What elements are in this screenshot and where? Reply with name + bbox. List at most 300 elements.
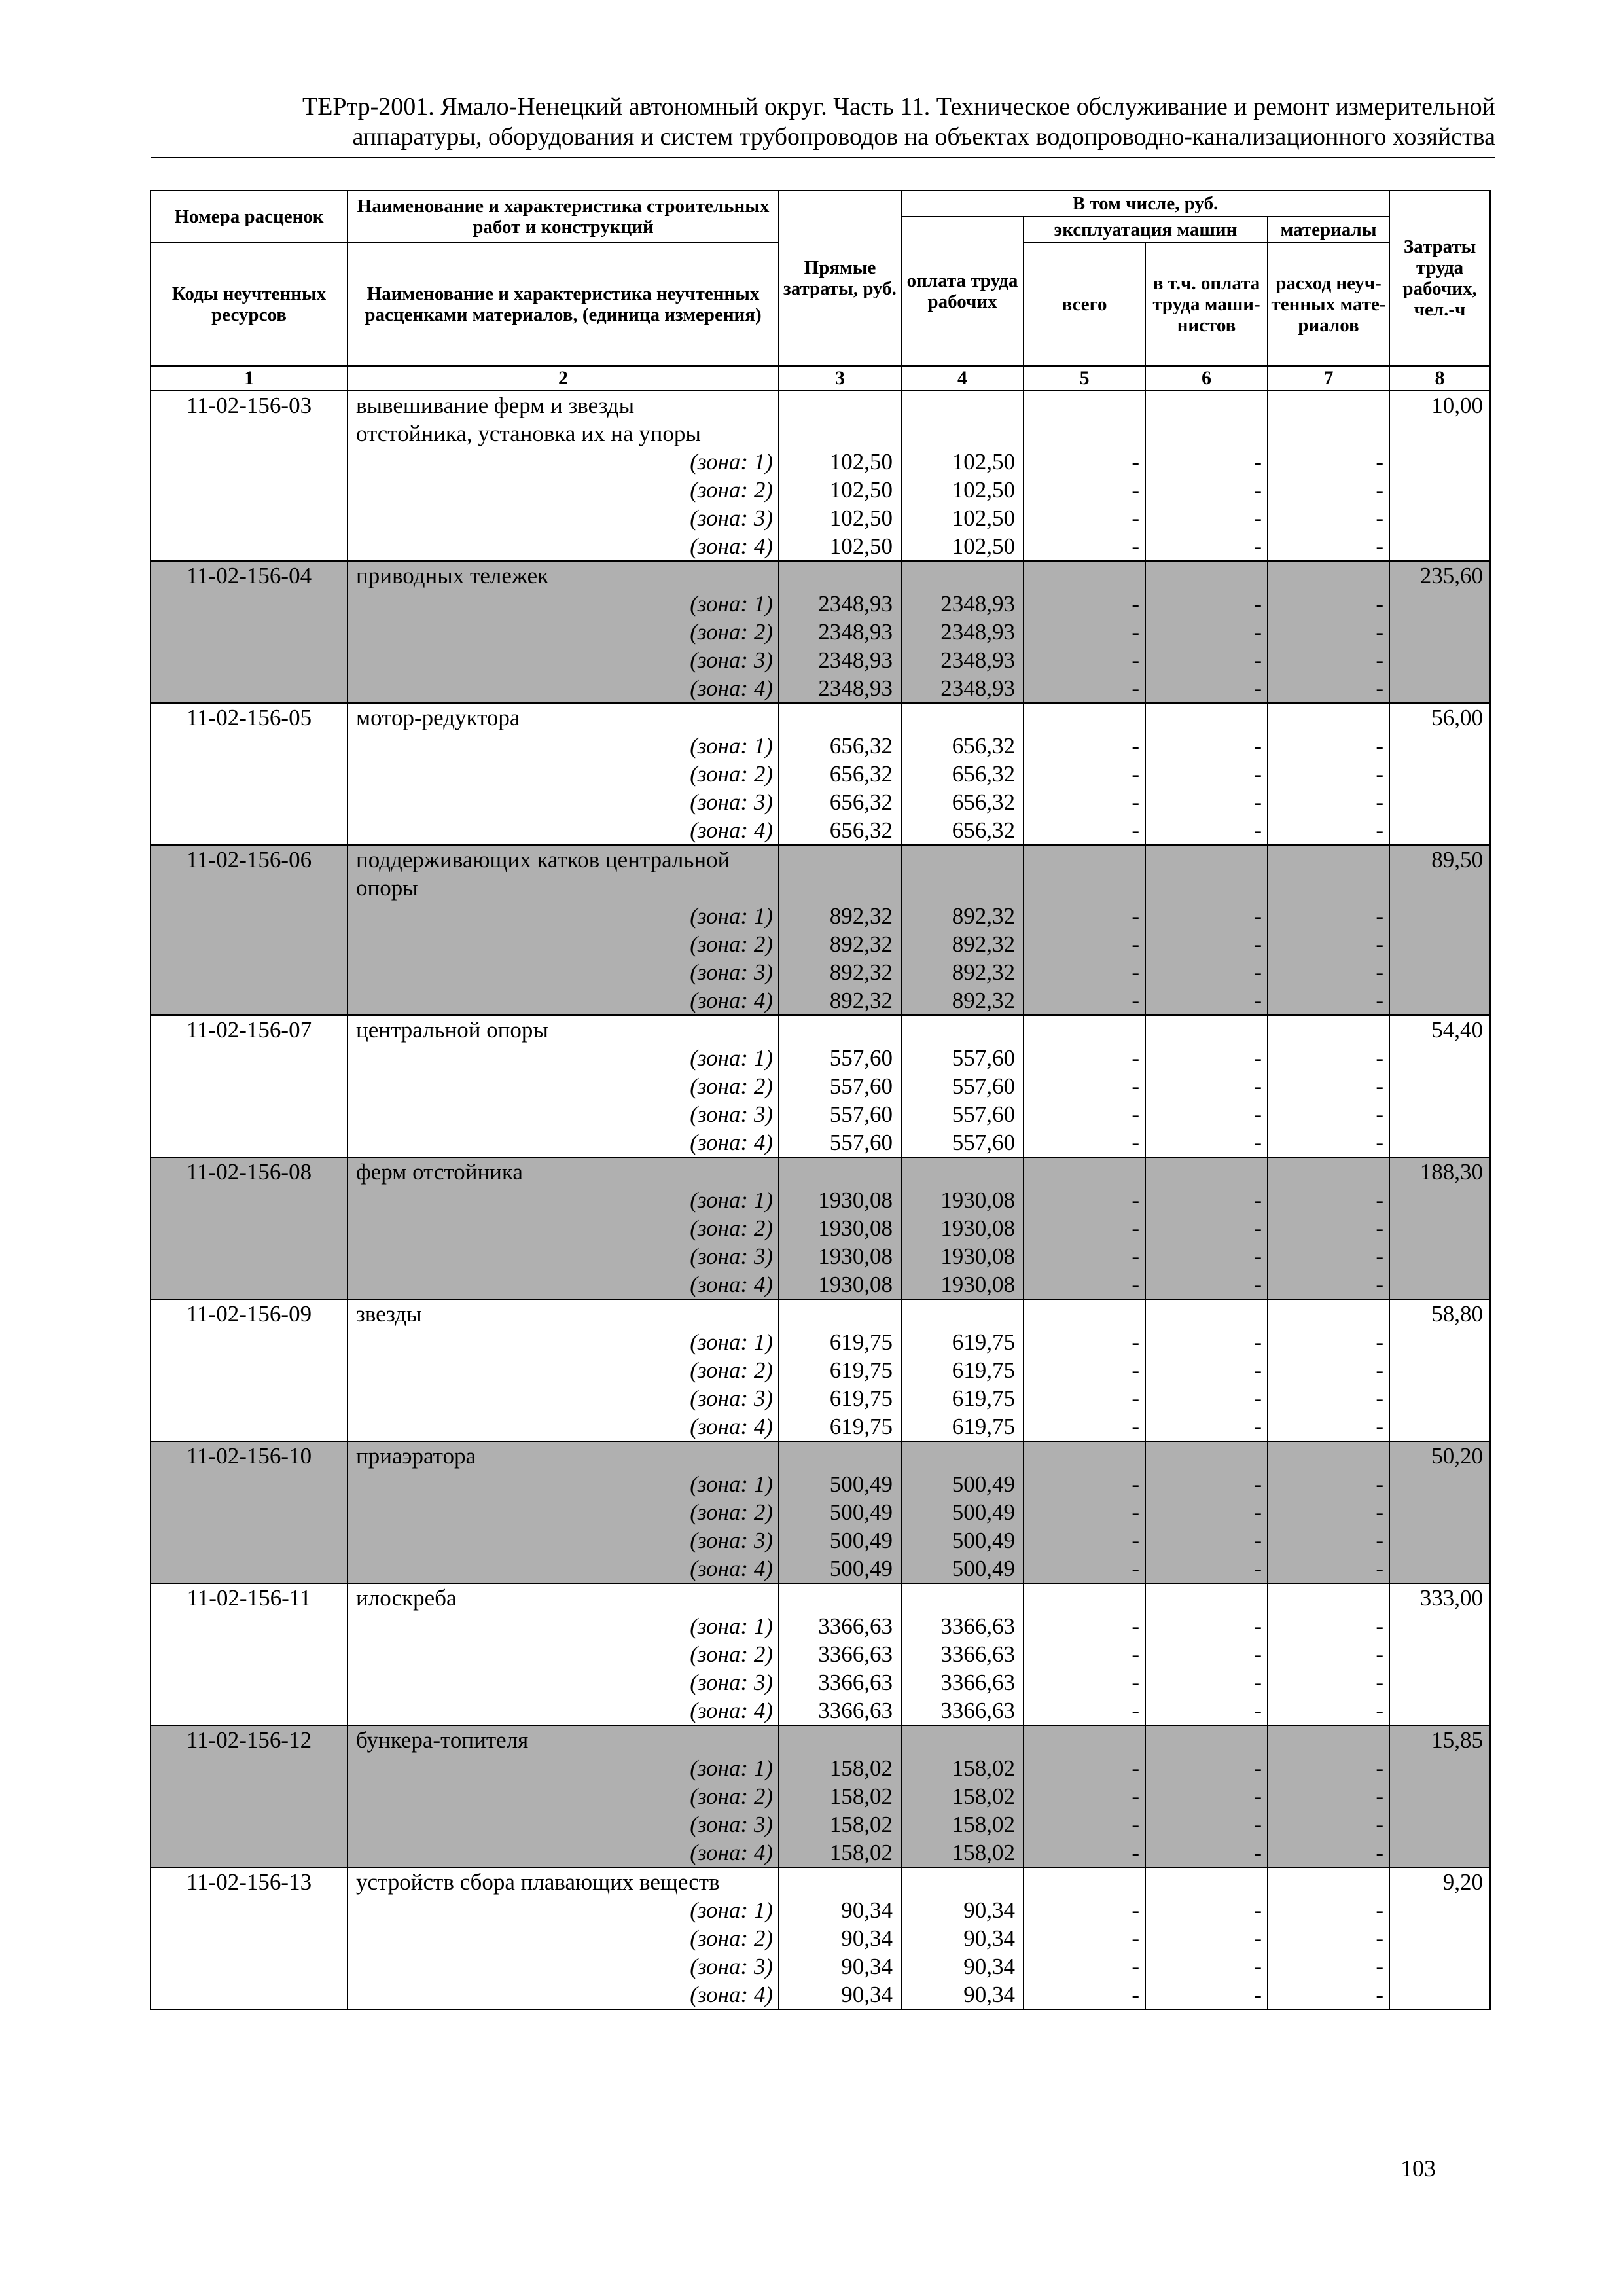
spacer bbox=[1268, 874, 1389, 902]
spacer bbox=[1268, 391, 1389, 420]
machine-total-value: - bbox=[1132, 789, 1139, 815]
spacer bbox=[779, 1868, 901, 1896]
col-number: 5 bbox=[1024, 366, 1145, 391]
machinist-pay-cell bbox=[1145, 1725, 1268, 1867]
zone-label: (зона: 1) bbox=[690, 1897, 773, 1923]
zone-label: (зона: 3) bbox=[690, 1528, 773, 1553]
zone-label: (зона: 3) bbox=[690, 647, 773, 673]
work-name-line: приаэратора bbox=[356, 1443, 476, 1469]
machinist-pay-value: - bbox=[1254, 1414, 1262, 1439]
unaccounted-materials-value: - bbox=[1376, 1244, 1384, 1269]
zone-label: (зона: 2) bbox=[690, 1926, 773, 1951]
worker-pay-cell bbox=[901, 703, 1024, 845]
unaccounted-materials-cell bbox=[1268, 1441, 1389, 1583]
unaccounted-materials-value: - bbox=[1376, 903, 1384, 929]
unaccounted-materials-cell bbox=[1268, 1015, 1389, 1157]
worker-pay-value: 500,49 bbox=[952, 1471, 1015, 1497]
zone-label: (зона: 2) bbox=[690, 1215, 773, 1241]
labor-costs-value: 235,60 bbox=[1419, 563, 1484, 588]
spacer bbox=[779, 1726, 901, 1754]
rate-code-cell bbox=[151, 1725, 348, 1867]
spacer bbox=[902, 1868, 1023, 1896]
unaccounted-materials-value: - bbox=[1376, 1386, 1384, 1411]
machine-total-value: - bbox=[1132, 477, 1139, 503]
col-machine-total: всего bbox=[1024, 243, 1145, 366]
direct-costs-cell bbox=[779, 703, 901, 845]
worker-pay-value: 90,34 bbox=[963, 1926, 1015, 1951]
unaccounted-materials-value: - bbox=[1376, 1414, 1384, 1439]
machinist-pay-value: - bbox=[1254, 619, 1262, 645]
spacer bbox=[1024, 391, 1145, 420]
worker-pay-value: 619,75 bbox=[952, 1329, 1015, 1355]
zone-label: (зона: 3) bbox=[690, 1244, 773, 1269]
unaccounted-materials-value: - bbox=[1376, 1102, 1384, 1127]
worker-pay-value: 158,02 bbox=[952, 1784, 1015, 1809]
unaccounted-materials-value: - bbox=[1376, 505, 1384, 531]
machinist-pay-value: - bbox=[1254, 1840, 1262, 1865]
direct-costs-value: 892,32 bbox=[829, 931, 893, 957]
direct-costs-cell bbox=[779, 1867, 901, 2009]
unaccounted-materials-cell bbox=[1268, 1299, 1389, 1441]
rates-table bbox=[150, 190, 1491, 2010]
machinist-pay-value: - bbox=[1254, 817, 1262, 843]
col-labor-costs: Затраты труда рабочих, чел.-ч bbox=[1389, 190, 1490, 366]
spacer bbox=[779, 704, 901, 732]
work-name-cell bbox=[348, 1583, 779, 1725]
machine-total-value: - bbox=[1132, 1755, 1139, 1781]
labor-costs-cell bbox=[1389, 845, 1490, 1015]
labor-costs-value: 89,50 bbox=[1431, 847, 1484, 872]
col-including: В том числе, руб. bbox=[901, 190, 1389, 217]
machine-total-value: - bbox=[1132, 1556, 1139, 1581]
spacer bbox=[779, 1016, 901, 1044]
worker-pay-value: 90,34 bbox=[963, 1982, 1015, 2007]
spacer bbox=[1024, 1442, 1145, 1470]
worker-pay-value: 557,60 bbox=[952, 1102, 1015, 1127]
worker-pay-value: 1930,08 bbox=[940, 1187, 1015, 1213]
unaccounted-materials-value: - bbox=[1376, 1982, 1384, 2007]
zone-label: (зона: 3) bbox=[690, 1102, 773, 1127]
machine-total-value: - bbox=[1132, 449, 1139, 475]
machine-total-value: - bbox=[1132, 1840, 1139, 1865]
machinist-pay-value: - bbox=[1254, 1386, 1262, 1411]
spacer bbox=[1146, 1584, 1267, 1612]
work-name-cell bbox=[348, 391, 779, 561]
rate-code-cell bbox=[151, 703, 348, 845]
spacer bbox=[1268, 1584, 1389, 1612]
col-number: 6 bbox=[1145, 366, 1268, 391]
spacer bbox=[1146, 704, 1267, 732]
machinist-pay-value: - bbox=[1254, 733, 1262, 759]
work-name-cell bbox=[348, 703, 779, 845]
direct-costs-value: 656,32 bbox=[829, 817, 893, 843]
work-name-cell bbox=[348, 1015, 779, 1157]
machine-total-value: - bbox=[1132, 1982, 1139, 2007]
header-rule bbox=[151, 157, 1495, 158]
spacer bbox=[1146, 846, 1267, 874]
direct-costs-value: 102,50 bbox=[829, 533, 893, 559]
zone-label: (зона: 1) bbox=[690, 733, 773, 759]
spacer bbox=[1268, 562, 1389, 590]
rate-code: 11-02-156-13 bbox=[186, 1869, 312, 1895]
spacer bbox=[779, 420, 901, 448]
direct-costs-value: 557,60 bbox=[829, 1102, 893, 1127]
machinist-pay-cell bbox=[1145, 1299, 1268, 1441]
unaccounted-materials-value: - bbox=[1376, 1187, 1384, 1213]
machine-total-value: - bbox=[1132, 675, 1139, 701]
direct-costs-value: 2348,93 bbox=[818, 675, 893, 701]
direct-costs-value: 102,50 bbox=[829, 505, 893, 531]
machinist-pay-value: - bbox=[1254, 1755, 1262, 1781]
machine-total-cell bbox=[1024, 1725, 1145, 1867]
zone-label: (зона: 4) bbox=[690, 1414, 773, 1439]
worker-pay-value: 892,32 bbox=[952, 988, 1015, 1013]
machinist-pay-cell bbox=[1145, 845, 1268, 1015]
unaccounted-materials-value: - bbox=[1376, 1784, 1384, 1809]
zone-label: (зона: 4) bbox=[690, 533, 773, 559]
work-name-line: устройств сбора плавающих веществ bbox=[356, 1869, 720, 1895]
machine-total-cell bbox=[1024, 1867, 1145, 2009]
direct-costs-value: 500,49 bbox=[829, 1499, 893, 1525]
unaccounted-materials-value: - bbox=[1376, 591, 1384, 617]
zone-label: (зона: 1) bbox=[690, 449, 773, 475]
machine-total-value: - bbox=[1132, 1698, 1139, 1723]
worker-pay-value: 3366,63 bbox=[940, 1698, 1015, 1723]
rate-code: 11-02-156-03 bbox=[186, 393, 312, 418]
zone-label: (зона: 1) bbox=[690, 1329, 773, 1355]
spacer bbox=[1024, 1584, 1145, 1612]
col-number: 7 bbox=[1268, 366, 1389, 391]
worker-pay-value: 102,50 bbox=[952, 533, 1015, 559]
rate-code-cell bbox=[151, 1441, 348, 1583]
zone-label: (зона: 1) bbox=[690, 1045, 773, 1071]
unaccounted-materials-cell bbox=[1268, 391, 1389, 561]
labor-costs-cell bbox=[1389, 1725, 1490, 1867]
worker-pay-cell bbox=[901, 561, 1024, 703]
machine-total-value: - bbox=[1132, 505, 1139, 531]
work-name-cell bbox=[348, 1725, 779, 1867]
spacer bbox=[779, 874, 901, 902]
rate-code: 11-02-156-07 bbox=[186, 1017, 312, 1043]
spacer bbox=[902, 1016, 1023, 1044]
spacer bbox=[1024, 846, 1145, 874]
unaccounted-materials-value: - bbox=[1376, 1045, 1384, 1071]
table-row bbox=[151, 1441, 1490, 1583]
direct-costs-value: 2348,93 bbox=[818, 591, 893, 617]
zone-label: (зона: 3) bbox=[690, 1386, 773, 1411]
spacer bbox=[1024, 1726, 1145, 1754]
work-name-line: поддерживающих катков центральной bbox=[356, 847, 730, 872]
spacer bbox=[1268, 1442, 1389, 1470]
machine-total-cell bbox=[1024, 1299, 1145, 1441]
direct-costs-value: 656,32 bbox=[829, 789, 893, 815]
table-row bbox=[151, 1867, 1490, 2009]
worker-pay-value: 500,49 bbox=[952, 1556, 1015, 1581]
table-row bbox=[151, 1583, 1490, 1725]
unaccounted-materials-value: - bbox=[1376, 533, 1384, 559]
spacer bbox=[779, 1300, 901, 1328]
worker-pay-value: 3366,63 bbox=[940, 1670, 1015, 1695]
unaccounted-materials-value: - bbox=[1376, 931, 1384, 957]
machinist-pay-cell bbox=[1145, 703, 1268, 845]
table-row bbox=[151, 1015, 1490, 1157]
zone-label: (зона: 1) bbox=[690, 1471, 773, 1497]
worker-pay-value: 3366,63 bbox=[940, 1613, 1015, 1639]
col-number: 8 bbox=[1389, 366, 1490, 391]
zone-label: (зона: 4) bbox=[690, 988, 773, 1013]
direct-costs-value: 1930,08 bbox=[818, 1187, 893, 1213]
machine-total-value: - bbox=[1132, 647, 1139, 673]
machinist-pay-cell bbox=[1145, 1015, 1268, 1157]
spacer bbox=[1024, 704, 1145, 732]
machinist-pay-value: - bbox=[1254, 1045, 1262, 1071]
col-material-name: Наименование и характеристика неучтенных расценками материалов, (единица измерения) bbox=[348, 243, 779, 366]
rate-code: 11-02-156-12 bbox=[186, 1727, 312, 1753]
zone-label: (зона: 2) bbox=[690, 619, 773, 645]
spacer bbox=[902, 704, 1023, 732]
worker-pay-value: 158,02 bbox=[952, 1812, 1015, 1837]
work-name-cell bbox=[348, 1157, 779, 1299]
machinist-pay-value: - bbox=[1254, 591, 1262, 617]
unaccounted-materials-value: - bbox=[1376, 1471, 1384, 1497]
zone-label: (зона: 2) bbox=[690, 1357, 773, 1383]
direct-costs-value: 90,34 bbox=[841, 1897, 893, 1923]
work-name-cell bbox=[348, 1867, 779, 2009]
spacer bbox=[779, 391, 901, 420]
direct-costs-value: 500,49 bbox=[829, 1471, 893, 1497]
labor-costs-cell bbox=[1389, 1299, 1490, 1441]
labor-costs-cell bbox=[1389, 1867, 1490, 2009]
zone-label: (зона: 4) bbox=[690, 817, 773, 843]
worker-pay-value: 557,60 bbox=[952, 1073, 1015, 1099]
machine-total-value: - bbox=[1132, 1812, 1139, 1837]
machine-total-cell bbox=[1024, 561, 1145, 703]
table-row bbox=[151, 1299, 1490, 1441]
machinist-pay-value: - bbox=[1254, 1698, 1262, 1723]
rate-code: 11-02-156-11 bbox=[187, 1585, 312, 1611]
worker-pay-value: 158,02 bbox=[952, 1755, 1015, 1781]
rate-code-cell bbox=[151, 1867, 348, 2009]
unaccounted-materials-value: - bbox=[1376, 1613, 1384, 1639]
unaccounted-materials-value: - bbox=[1376, 1840, 1384, 1865]
unaccounted-materials-value: - bbox=[1376, 1215, 1384, 1241]
col-machine-operation: эксплуатация машин bbox=[1024, 217, 1268, 243]
spacer bbox=[902, 846, 1023, 874]
direct-costs-value: 3366,63 bbox=[818, 1613, 893, 1639]
direct-costs-value: 102,50 bbox=[829, 477, 893, 503]
labor-costs-value: 54,40 bbox=[1431, 1017, 1484, 1043]
zone-label: (зона: 3) bbox=[690, 1812, 773, 1837]
zone-label: (зона: 2) bbox=[690, 1641, 773, 1667]
direct-costs-cell bbox=[779, 1015, 901, 1157]
spacer bbox=[1146, 1726, 1267, 1754]
machine-total-value: - bbox=[1132, 817, 1139, 843]
spacer bbox=[779, 562, 901, 590]
worker-pay-cell bbox=[901, 1299, 1024, 1441]
direct-costs-cell bbox=[779, 1583, 901, 1725]
worker-pay-value: 656,32 bbox=[952, 733, 1015, 759]
work-name-line: ферм отстойника bbox=[356, 1159, 523, 1185]
worker-pay-value: 619,75 bbox=[952, 1414, 1015, 1439]
machine-total-value: - bbox=[1132, 1954, 1139, 1979]
direct-costs-value: 1930,08 bbox=[818, 1244, 893, 1269]
unaccounted-materials-cell bbox=[1268, 1867, 1389, 2009]
zone-label: (зона: 2) bbox=[690, 1073, 773, 1099]
machine-total-value: - bbox=[1132, 1187, 1139, 1213]
table-row bbox=[151, 561, 1490, 703]
work-name-line: мотор-редуктора bbox=[356, 705, 520, 730]
rate-code: 11-02-156-08 bbox=[186, 1159, 312, 1185]
labor-costs-value: 10,00 bbox=[1431, 393, 1484, 418]
spacer bbox=[1024, 1016, 1145, 1044]
machinist-pay-value: - bbox=[1254, 761, 1262, 787]
machine-total-value: - bbox=[1132, 1641, 1139, 1667]
spacer bbox=[1146, 391, 1267, 420]
machine-total-value: - bbox=[1132, 1073, 1139, 1099]
machine-total-value: - bbox=[1132, 1471, 1139, 1497]
machinist-pay-value: - bbox=[1254, 903, 1262, 929]
zone-label: (зона: 1) bbox=[690, 1613, 773, 1639]
labor-costs-value: 15,85 bbox=[1431, 1727, 1484, 1753]
worker-pay-cell bbox=[901, 1583, 1024, 1725]
col-rate-numbers: Номера расценок bbox=[151, 190, 348, 243]
page-number: 103 bbox=[1400, 2155, 1436, 2181]
worker-pay-value: 619,75 bbox=[952, 1357, 1015, 1383]
col-worker-pay: оплата труда рабочих bbox=[901, 217, 1024, 366]
worker-pay-value: 2348,93 bbox=[940, 591, 1015, 617]
col-machinist-pay: в т.ч. оплата труда маши- нистов bbox=[1145, 243, 1268, 366]
spacer bbox=[1146, 1300, 1267, 1328]
worker-pay-value: 3366,63 bbox=[940, 1641, 1015, 1667]
direct-costs-value: 90,34 bbox=[841, 1954, 893, 1979]
work-name-line: илоскреба bbox=[356, 1585, 457, 1611]
worker-pay-value: 1930,08 bbox=[940, 1272, 1015, 1297]
machine-total-value: - bbox=[1132, 1926, 1139, 1951]
machine-total-value: - bbox=[1132, 1357, 1139, 1383]
work-name-cell bbox=[348, 845, 779, 1015]
zone-label: (зона: 3) bbox=[690, 1954, 773, 1979]
direct-costs-value: 619,75 bbox=[829, 1414, 893, 1439]
direct-costs-value: 158,02 bbox=[829, 1784, 893, 1809]
machine-total-value: - bbox=[1132, 1045, 1139, 1071]
direct-costs-value: 90,34 bbox=[841, 1926, 893, 1951]
unaccounted-materials-value: - bbox=[1376, 619, 1384, 645]
col-direct-costs: Прямые затраты, руб. bbox=[779, 190, 901, 366]
work-name-cell bbox=[348, 561, 779, 703]
spacer bbox=[1024, 874, 1145, 902]
zone-label: (зона: 2) bbox=[690, 931, 773, 957]
direct-costs-value: 892,32 bbox=[829, 903, 893, 929]
work-name-line: звезды bbox=[356, 1301, 422, 1327]
worker-pay-value: 656,32 bbox=[952, 789, 1015, 815]
machinist-pay-value: - bbox=[1254, 1556, 1262, 1581]
direct-costs-value: 892,32 bbox=[829, 988, 893, 1013]
zone-label: (зона: 1) bbox=[690, 1755, 773, 1781]
spacer bbox=[1146, 562, 1267, 590]
machinist-pay-cell bbox=[1145, 1867, 1268, 2009]
direct-costs-value: 557,60 bbox=[829, 1045, 893, 1071]
worker-pay-cell bbox=[901, 1725, 1024, 1867]
worker-pay-value: 90,34 bbox=[963, 1897, 1015, 1923]
header-line-1: ТЕРтр-2001. Ямало-Ненецкий автономный округ. Часть 11. Техническое обслуживание и ремонт измерительной bbox=[302, 93, 1495, 120]
worker-pay-value: 892,32 bbox=[952, 903, 1015, 929]
spacer bbox=[1268, 704, 1389, 732]
spacer bbox=[1268, 1300, 1389, 1328]
machinist-pay-value: - bbox=[1254, 1641, 1262, 1667]
unaccounted-materials-cell bbox=[1268, 1583, 1389, 1725]
spacer bbox=[902, 1158, 1023, 1186]
machinist-pay-value: - bbox=[1254, 1499, 1262, 1525]
table-row bbox=[151, 845, 1490, 1015]
unaccounted-materials-value: - bbox=[1376, 1812, 1384, 1837]
col-unaccounted-materials: расход неуч- тенных мате- риалов bbox=[1268, 243, 1389, 366]
table-row bbox=[151, 1725, 1490, 1867]
machinist-pay-value: - bbox=[1254, 1528, 1262, 1553]
zone-label: (зона: 4) bbox=[690, 1130, 773, 1155]
rate-code-cell bbox=[151, 1583, 348, 1725]
column-number-row bbox=[151, 366, 1490, 391]
spacer bbox=[1146, 1016, 1267, 1044]
machine-total-value: - bbox=[1132, 1272, 1139, 1297]
machine-total-value: - bbox=[1132, 1784, 1139, 1809]
spacer bbox=[902, 391, 1023, 420]
unaccounted-materials-value: - bbox=[1376, 1698, 1384, 1723]
spacer bbox=[779, 1158, 901, 1186]
table-row bbox=[151, 391, 1490, 561]
direct-costs-value: 619,75 bbox=[829, 1386, 893, 1411]
zone-label: (зона: 2) bbox=[690, 1499, 773, 1525]
worker-pay-value: 90,34 bbox=[963, 1954, 1015, 1979]
labor-costs-cell bbox=[1389, 1441, 1490, 1583]
spacer bbox=[779, 1584, 901, 1612]
spacer bbox=[1024, 1300, 1145, 1328]
machinist-pay-value: - bbox=[1254, 1982, 1262, 2007]
machine-total-value: - bbox=[1132, 761, 1139, 787]
machine-total-value: - bbox=[1132, 1244, 1139, 1269]
machine-total-value: - bbox=[1132, 591, 1139, 617]
machine-total-cell bbox=[1024, 1441, 1145, 1583]
unaccounted-materials-value: - bbox=[1376, 1499, 1384, 1525]
machinist-pay-value: - bbox=[1254, 505, 1262, 531]
work-name-cell bbox=[348, 1299, 779, 1441]
table-row bbox=[151, 1157, 1490, 1299]
unaccounted-materials-value: - bbox=[1376, 761, 1384, 787]
direct-costs-value: 158,02 bbox=[829, 1812, 893, 1837]
labor-costs-value: 56,00 bbox=[1431, 705, 1484, 730]
unaccounted-materials-value: - bbox=[1376, 1073, 1384, 1099]
machinist-pay-value: - bbox=[1254, 477, 1262, 503]
worker-pay-cell bbox=[901, 1157, 1024, 1299]
table-header bbox=[151, 190, 1490, 391]
labor-costs-value: 58,80 bbox=[1431, 1301, 1484, 1327]
unaccounted-materials-value: - bbox=[1376, 1670, 1384, 1695]
spacer bbox=[1146, 874, 1267, 902]
machinist-pay-value: - bbox=[1254, 1670, 1262, 1695]
labor-costs-cell bbox=[1389, 561, 1490, 703]
machinist-pay-cell bbox=[1145, 1583, 1268, 1725]
machine-total-value: - bbox=[1132, 733, 1139, 759]
unaccounted-materials-value: - bbox=[1376, 1130, 1384, 1155]
zone-label: (зона: 4) bbox=[690, 1840, 773, 1865]
direct-costs-cell bbox=[779, 1441, 901, 1583]
spacer bbox=[1268, 1016, 1389, 1044]
worker-pay-value: 892,32 bbox=[952, 931, 1015, 957]
machinist-pay-value: - bbox=[1254, 1329, 1262, 1355]
rate-code: 11-02-156-06 bbox=[186, 847, 312, 872]
spacer bbox=[1024, 562, 1145, 590]
spacer bbox=[1146, 1158, 1267, 1186]
machine-total-cell bbox=[1024, 1015, 1145, 1157]
